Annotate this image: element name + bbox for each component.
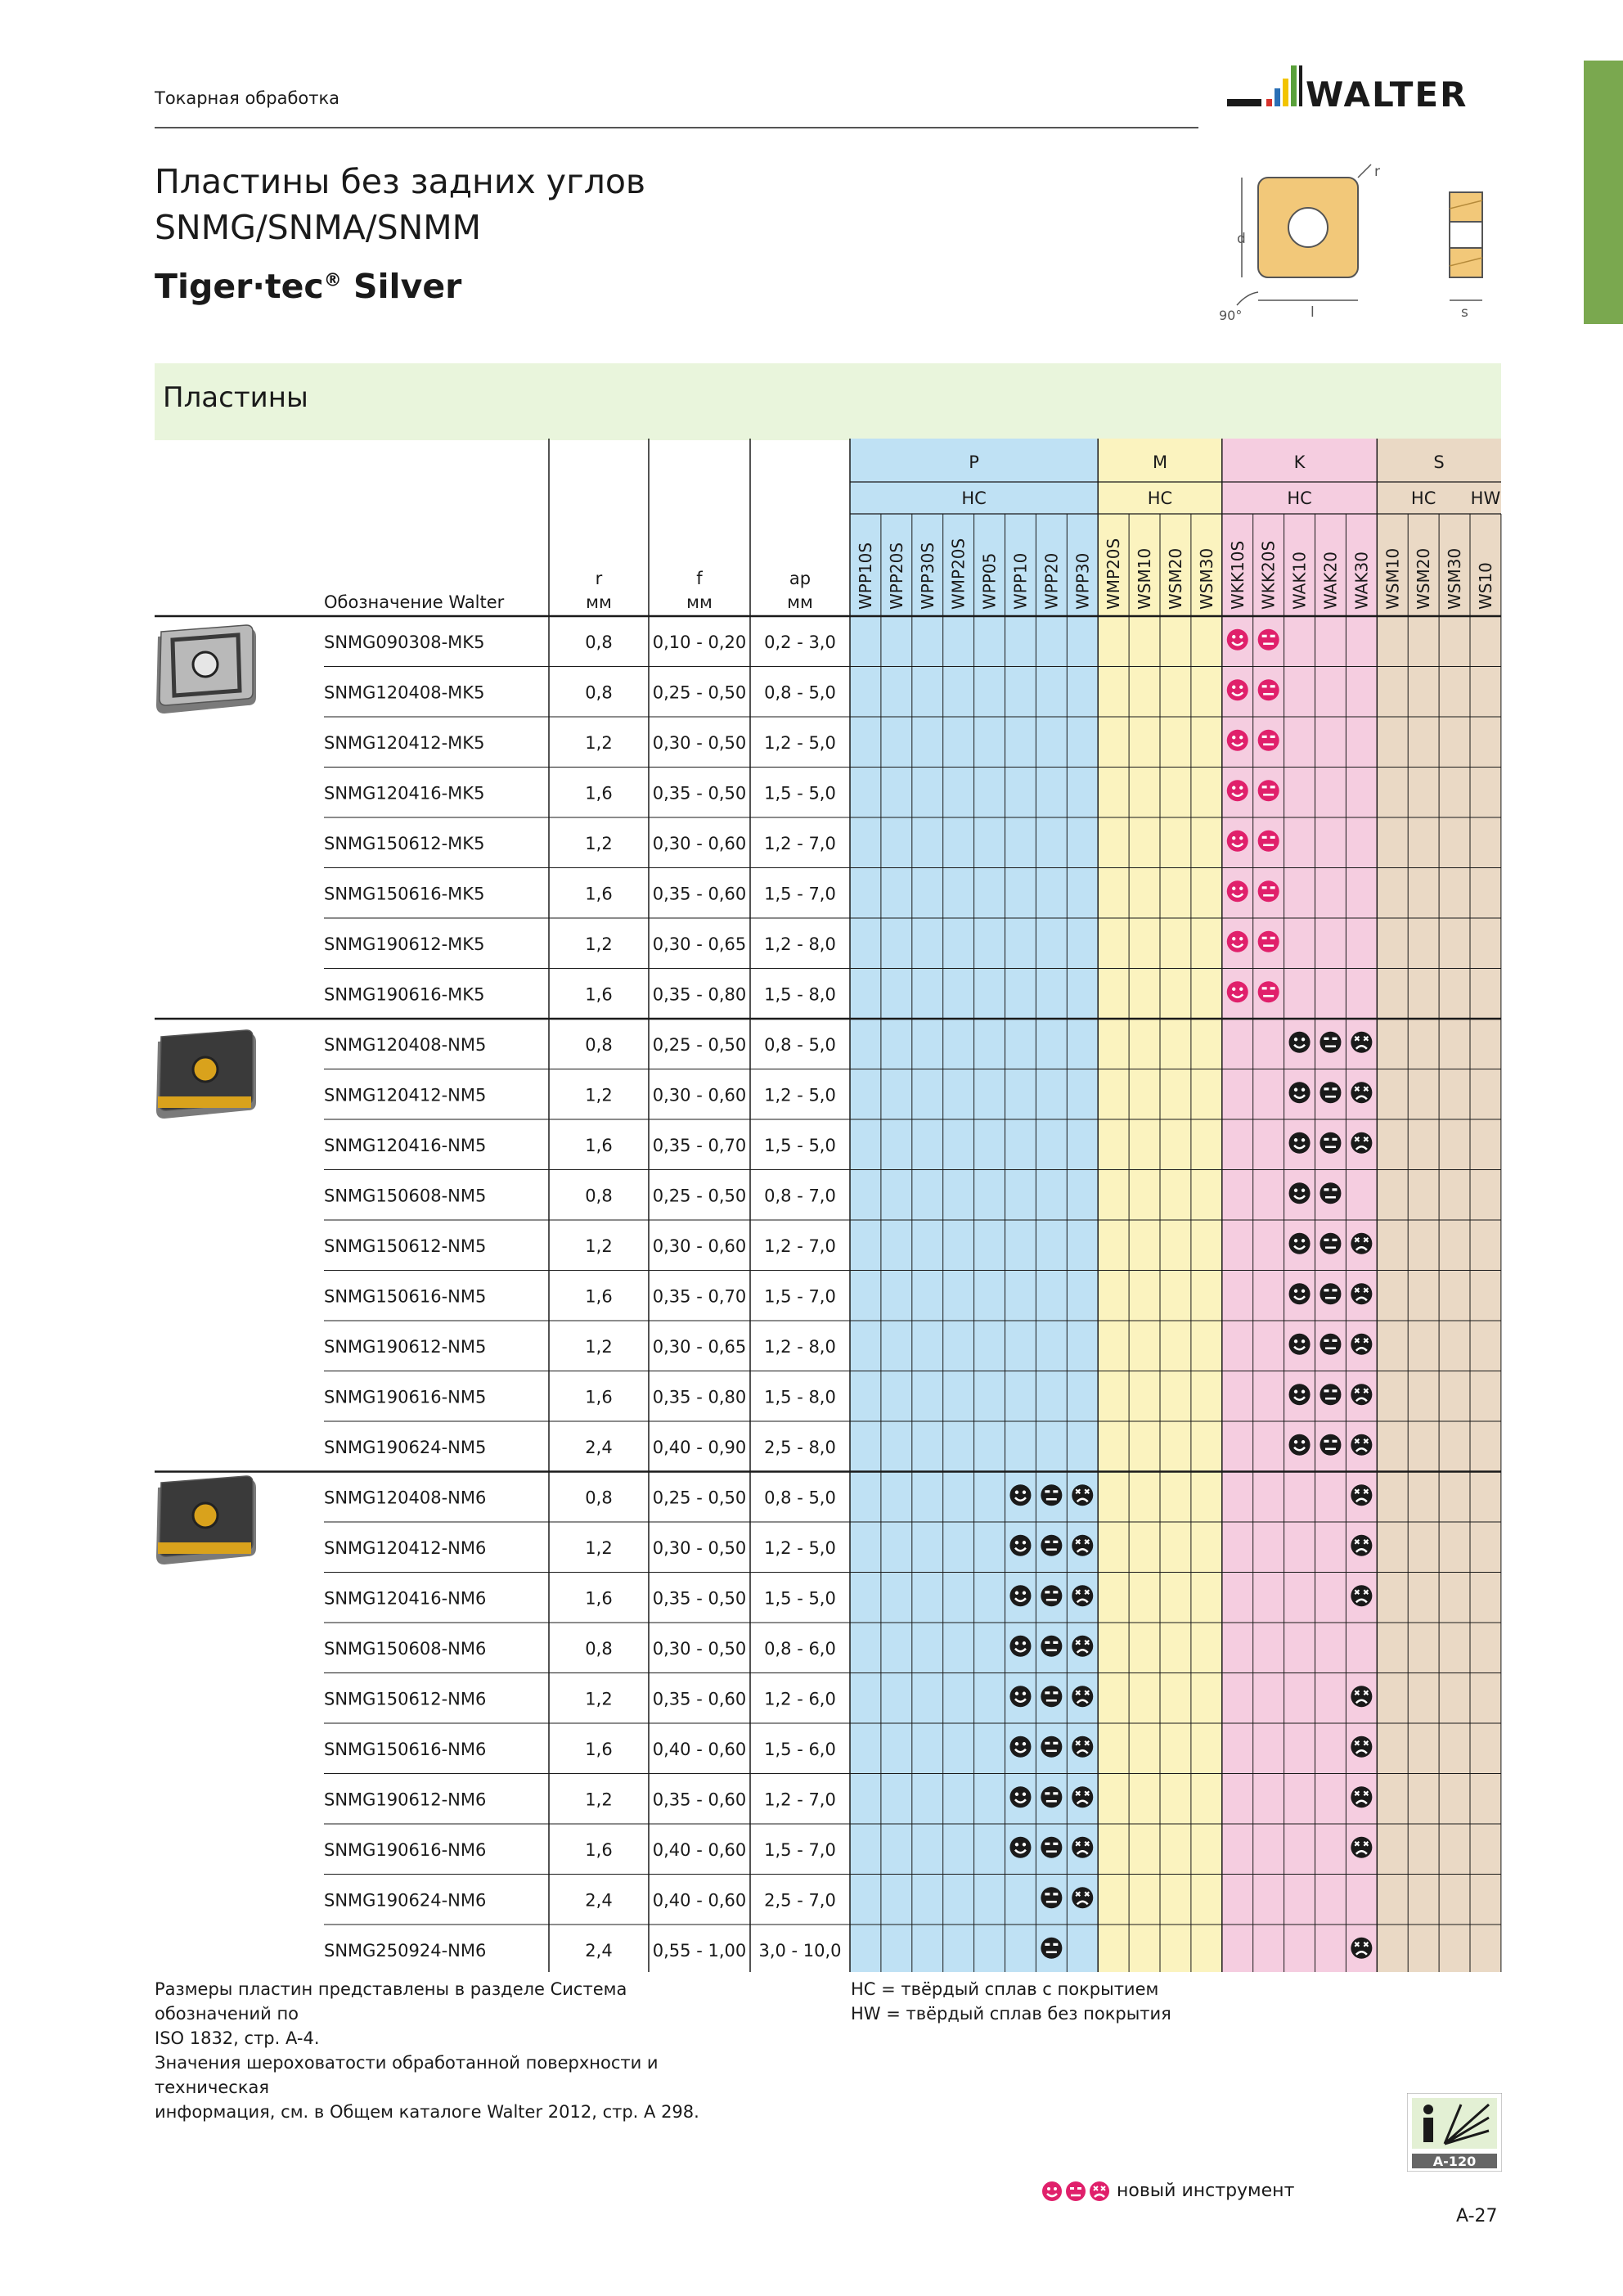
neutral-face-icon xyxy=(1320,1384,1341,1405)
f-cell: 0,35 - 0,70 xyxy=(652,1135,747,1155)
r-cell: 0,8 xyxy=(585,632,613,652)
f-cell: 0,30 - 0,50 xyxy=(652,1537,747,1558)
r-cell: 1,6 xyxy=(585,1739,613,1759)
ap-cell: 1,2 - 7,0 xyxy=(764,833,836,853)
section-label: Токарная обработка xyxy=(155,88,340,108)
sad-face-icon xyxy=(1072,1786,1093,1808)
happy-face-icon xyxy=(1289,1334,1311,1355)
material-group-label: M xyxy=(1152,452,1168,472)
sad-face-icon xyxy=(1351,1283,1372,1304)
neutral-face-icon xyxy=(1258,679,1279,700)
ap-cell: 0,8 - 6,0 xyxy=(764,1638,836,1659)
designation-cell: SNMG120412-MK5 xyxy=(324,732,485,753)
sad-face-icon xyxy=(1072,1887,1093,1908)
coating-label: HC xyxy=(1287,488,1312,508)
happy-face-icon xyxy=(1289,1182,1311,1204)
sad-face-icon xyxy=(1351,1837,1372,1858)
f-cell: 0,35 - 0,70 xyxy=(652,1286,747,1307)
grade-label: WS10 xyxy=(1475,562,1495,610)
r-cell: 1,2 xyxy=(585,732,613,753)
sad-face-icon xyxy=(1072,1585,1093,1606)
grade-label: WPP10S xyxy=(855,542,875,610)
f-cell: 0,40 - 0,60 xyxy=(652,1739,747,1759)
sad-face-icon xyxy=(1072,1736,1093,1758)
f-cell: 0,30 - 0,65 xyxy=(652,1336,747,1357)
material-group-label: K xyxy=(1293,452,1306,472)
designation-cell: SNMG190616-MK5 xyxy=(324,984,485,1005)
grade-label: WPP30 xyxy=(1072,552,1093,610)
f-cell: 0,25 - 0,50 xyxy=(652,1488,747,1508)
sad-face-icon xyxy=(1351,1786,1372,1808)
f-cell: 0,35 - 0,80 xyxy=(652,1387,747,1407)
happy-face-icon xyxy=(1227,629,1248,651)
f-cell: 0,30 - 0,60 xyxy=(652,1236,747,1256)
ap-cell: 2,5 - 8,0 xyxy=(764,1437,836,1457)
designation-cell: SNMG120416-NM6 xyxy=(324,1588,487,1609)
designation-cell: SNMG150612-MK5 xyxy=(324,833,485,853)
r-cell: 2,4 xyxy=(585,1437,613,1457)
happy-face-icon xyxy=(1227,679,1248,700)
footnote-right xyxy=(851,1977,1276,2026)
r-cell: 1,6 xyxy=(585,1135,613,1155)
ap-cell: 1,5 - 7,0 xyxy=(764,1839,836,1860)
f-cell: 0,25 - 0,50 xyxy=(652,682,747,703)
sad-face-icon xyxy=(1351,1132,1372,1154)
f-cell: 0,30 - 0,60 xyxy=(652,1085,747,1105)
neutral-face-icon xyxy=(1320,1182,1341,1204)
grade-label: WKK20S xyxy=(1258,540,1279,610)
happy-face-icon xyxy=(1289,1434,1311,1456)
ap-cell: 1,2 - 7,0 xyxy=(764,1236,836,1256)
neutral-face-icon xyxy=(1258,730,1279,751)
page-title: Пластины без задних углов xyxy=(155,162,646,201)
r-cell: 1,6 xyxy=(585,783,613,804)
designation-cell: SNMG150608-NM5 xyxy=(324,1186,487,1206)
dim-r: r xyxy=(1374,164,1380,180)
info-ref-label: A-120 xyxy=(1432,2154,1477,2169)
happy-face-icon xyxy=(1227,931,1248,952)
f-cell: 0,30 - 0,60 xyxy=(652,833,747,853)
sad-face-icon xyxy=(1351,1434,1372,1456)
footnote-line: Значения шероховатости обработанной поверхности и техническая xyxy=(155,2053,659,2097)
happy-face-icon xyxy=(1009,1535,1031,1556)
neutral-face-icon xyxy=(1258,629,1279,651)
happy-face-icon xyxy=(1289,1233,1311,1254)
designation-cell: SNMG120412-NM5 xyxy=(324,1085,487,1105)
f-cell: 0,25 - 0,50 xyxy=(652,1186,747,1206)
dim-s: s xyxy=(1461,304,1468,321)
ap-cell: 1,2 - 8,0 xyxy=(764,934,836,954)
ap-cell: 1,5 - 7,0 xyxy=(764,1286,836,1307)
happy-face-icon xyxy=(1009,1686,1031,1707)
ap-cell: 1,5 - 6,0 xyxy=(764,1739,836,1759)
ap-cell: 0,8 - 5,0 xyxy=(764,1034,836,1055)
ap-header: ap xyxy=(789,569,812,588)
designation-cell: SNMG150612-NM6 xyxy=(324,1689,487,1709)
new-tool-smileys-icon xyxy=(1041,2180,1111,2203)
grade-label: WPP20 xyxy=(1041,552,1062,610)
ap-cell: 0,2 - 3,0 xyxy=(764,632,836,652)
ap-cell: 0,8 - 7,0 xyxy=(764,1186,836,1206)
f-cell: 0,35 - 0,50 xyxy=(652,1588,747,1609)
neutral-face-icon xyxy=(1258,880,1279,902)
f-cell: 0,35 - 0,60 xyxy=(652,884,747,904)
designation-cell: SNMG150612-NM5 xyxy=(324,1236,487,1256)
designation-cell: SNMG190612-NM6 xyxy=(324,1790,487,1810)
ap-cell: 1,2 - 5,0 xyxy=(764,1085,836,1105)
grade-label: WMP20S xyxy=(1104,538,1124,610)
designation-cell: SNMG090308-MK5 xyxy=(324,632,485,652)
ap-unit: мм xyxy=(787,592,813,612)
designation-cell: SNMG190612-NM5 xyxy=(324,1336,487,1357)
happy-face-icon xyxy=(1227,730,1248,751)
sad-face-icon xyxy=(1072,1837,1093,1858)
neutral-face-icon xyxy=(1041,1786,1062,1808)
f-cell: 0,35 - 0,80 xyxy=(652,984,747,1005)
insert-edge xyxy=(158,1096,251,1108)
designation-cell: SNMG150608-NM6 xyxy=(324,1638,487,1659)
f-cell: 0,35 - 0,50 xyxy=(652,783,747,804)
neutral-face-icon xyxy=(1320,1082,1341,1103)
r-cell: 0,8 xyxy=(585,1638,613,1659)
designation-cell: SNMG120416-MK5 xyxy=(324,783,485,804)
f-header: f xyxy=(696,569,703,588)
r-cell: 1,2 xyxy=(585,934,613,954)
r-cell: 1,2 xyxy=(585,1537,613,1558)
r-cell: 1,2 xyxy=(585,1236,613,1256)
grade-label: WAK30 xyxy=(1351,551,1372,610)
page-subtitle: SNMG/SNMA/SNMM xyxy=(155,208,482,247)
ap-cell: 1,5 - 7,0 xyxy=(764,884,836,904)
neutral-face-icon xyxy=(1041,1636,1062,1657)
coating-label: HC xyxy=(961,488,987,508)
designation-cell: SNMG150616-MK5 xyxy=(324,884,485,904)
grade-label: WPP10 xyxy=(1010,552,1031,610)
footnote-left xyxy=(155,1977,744,2124)
happy-face-icon xyxy=(1227,981,1248,1002)
designation-cell: SNMG150616-NM5 xyxy=(324,1286,487,1307)
ap-cell: 2,5 - 7,0 xyxy=(764,1890,836,1911)
happy-face-icon xyxy=(1009,1786,1031,1808)
grade-label: WMP20S xyxy=(948,538,969,610)
designation-cell: SNMG120416-NM5 xyxy=(324,1135,487,1155)
f-unit: мм xyxy=(686,592,713,612)
ap-cell: 1,2 - 5,0 xyxy=(764,732,836,753)
happy-face-icon xyxy=(1227,831,1248,852)
sad-face-icon xyxy=(1351,1334,1372,1355)
designation-cell: SNMG190616-NM5 xyxy=(324,1387,487,1407)
r-header: r xyxy=(595,569,603,588)
f-cell: 0,35 - 0,60 xyxy=(652,1790,747,1810)
neutral-face-icon xyxy=(1320,1132,1341,1154)
ap-cell: 1,5 - 5,0 xyxy=(764,1135,836,1155)
grade-label: WPP30S xyxy=(917,542,937,610)
neutral-face-icon xyxy=(1320,1434,1341,1456)
neutral-face-icon xyxy=(1041,1585,1062,1606)
happy-face-icon xyxy=(1289,1283,1311,1304)
neutral-face-icon xyxy=(1041,1535,1062,1556)
grade-label: WSM20 xyxy=(1165,547,1185,610)
r-cell: 1,2 xyxy=(585,1790,613,1810)
neutral-face-icon xyxy=(1041,1887,1062,1908)
happy-face-icon xyxy=(1289,1132,1311,1154)
designation-cell: SNMG120408-NM5 xyxy=(324,1034,487,1055)
sad-face-icon xyxy=(1351,1233,1372,1254)
ap-cell: 1,2 - 6,0 xyxy=(764,1689,836,1709)
grade-label: WSM20 xyxy=(1414,547,1434,610)
ap-cell: 0,8 - 5,0 xyxy=(764,1488,836,1508)
f-cell: 0,40 - 0,90 xyxy=(652,1437,747,1457)
footnote-line: информация, см. в Общем каталоге Walter 2012, стр. A 298. xyxy=(155,2102,699,2122)
sad-face-icon xyxy=(1351,1484,1372,1506)
r-cell: 1,6 xyxy=(585,1286,613,1307)
grade-label: WSM30 xyxy=(1196,547,1216,610)
r-cell: 1,6 xyxy=(585,884,613,904)
neutral-face-icon xyxy=(1320,1032,1341,1053)
ap-cell: 1,2 - 5,0 xyxy=(764,1537,836,1558)
product-line-tail: Silver xyxy=(341,267,462,306)
sad-face-icon xyxy=(1072,1484,1093,1506)
r-cell: 2,4 xyxy=(585,1890,613,1911)
grade-label: WPP05 xyxy=(979,552,1000,610)
ap-cell: 1,5 - 8,0 xyxy=(764,984,836,1005)
dim-l: l xyxy=(1311,304,1315,321)
happy-face-icon xyxy=(1227,880,1248,902)
sad-face-icon xyxy=(1351,1082,1372,1103)
dim-angle: 90° xyxy=(1219,308,1243,323)
f-cell: 0,25 - 0,50 xyxy=(652,1034,747,1055)
ap-cell: 1,5 - 5,0 xyxy=(764,1588,836,1609)
r-cell: 2,4 xyxy=(585,1940,613,1961)
happy-face-icon xyxy=(1227,780,1248,801)
page-number: A-27 xyxy=(1456,2206,1498,2226)
ap-cell: 1,5 - 8,0 xyxy=(764,1387,836,1407)
neutral-face-icon xyxy=(1041,1938,1062,1959)
logo-text: WALTER xyxy=(1306,74,1468,115)
sad-face-icon xyxy=(1351,1384,1372,1405)
sad-face-icon xyxy=(1351,1736,1372,1758)
designation-cell: SNMG190624-NM5 xyxy=(324,1437,487,1457)
neutral-face-icon xyxy=(1041,1837,1062,1858)
designation-cell: SNMG190616-NM6 xyxy=(324,1839,487,1860)
happy-face-icon xyxy=(1009,1736,1031,1758)
f-cell: 0,40 - 0,60 xyxy=(652,1839,747,1860)
f-cell: 0,55 - 1,00 xyxy=(652,1940,747,1961)
f-cell: 0,30 - 0,50 xyxy=(652,732,747,753)
ap-cell: 0,8 - 5,0 xyxy=(764,682,836,703)
grade-label: WAK10 xyxy=(1289,551,1310,610)
neutral-face-icon xyxy=(1258,780,1279,801)
designation-cell: SNMG120408-MK5 xyxy=(324,682,485,703)
f-cell: 0,10 - 0,20 xyxy=(652,632,747,652)
legend xyxy=(1041,2180,1294,2203)
neutral-face-icon xyxy=(1258,931,1279,952)
grade-label: WAK20 xyxy=(1320,551,1341,610)
designation-cell: SNMG120408-NM6 xyxy=(324,1488,487,1508)
r-cell: 1,2 xyxy=(585,833,613,853)
r-cell: 1,6 xyxy=(585,1839,613,1860)
material-group-label: P xyxy=(969,452,979,472)
neutral-face-icon xyxy=(1041,1484,1062,1506)
r-cell: 1,2 xyxy=(585,1689,613,1709)
sad-face-icon xyxy=(1072,1636,1093,1657)
neutral-face-icon xyxy=(1320,1283,1341,1304)
sad-face-icon xyxy=(1351,1686,1372,1707)
r-unit: мм xyxy=(586,592,612,612)
grade-label: WSM10 xyxy=(1135,547,1155,610)
neutral-face-icon xyxy=(1041,1736,1062,1758)
f-cell: 0,40 - 0,60 xyxy=(652,1890,747,1911)
material-group-label: S xyxy=(1433,452,1445,472)
legend-hc: HC = твёрдый сплав с покрытием xyxy=(851,1979,1159,1999)
designation-header: Обозначение Walter xyxy=(324,592,505,612)
ap-cell: 1,2 - 8,0 xyxy=(764,1336,836,1357)
neutral-face-icon xyxy=(1320,1334,1341,1355)
happy-face-icon xyxy=(1009,1585,1031,1606)
grade-label: WSM30 xyxy=(1445,547,1465,610)
registered-mark: ® xyxy=(323,270,342,291)
neutral-face-icon xyxy=(1258,981,1279,1002)
r-cell: 1,6 xyxy=(585,984,613,1005)
product-line-name: Tiger·tec xyxy=(155,267,324,306)
r-cell: 1,2 xyxy=(585,1085,613,1105)
designation-cell: SNMG190624-NM6 xyxy=(324,1890,487,1911)
happy-face-icon xyxy=(1009,1636,1031,1657)
f-cell: 0,30 - 0,65 xyxy=(652,934,747,954)
neutral-face-icon xyxy=(1258,831,1279,852)
happy-face-icon xyxy=(1289,1082,1311,1103)
r-cell: 0,8 xyxy=(585,682,613,703)
coating-label: HC xyxy=(1410,488,1436,508)
ap-cell: 1,2 - 7,0 xyxy=(764,1790,836,1810)
f-cell: 0,30 - 0,50 xyxy=(652,1638,747,1659)
coating-label: HC xyxy=(1147,488,1173,508)
legend-hw: HW = твёрдый сплав без покрытия xyxy=(851,2004,1171,2024)
sad-face-icon xyxy=(1072,1535,1093,1556)
r-cell: 1,2 xyxy=(585,1336,613,1357)
ap-cell: 3,0 - 10,0 xyxy=(758,1940,842,1961)
designation-cell: SNMG190612-MK5 xyxy=(324,934,485,954)
grade-label: WPP20S xyxy=(886,542,906,610)
r-cell: 1,6 xyxy=(585,1588,613,1609)
footnote-line: ISO 1832, стр. A-4. xyxy=(155,2028,320,2048)
r-cell: 1,6 xyxy=(585,1387,613,1407)
happy-face-icon xyxy=(1289,1384,1311,1405)
ap-cell: 1,5 - 5,0 xyxy=(764,783,836,804)
r-cell: 0,8 xyxy=(585,1488,613,1508)
neutral-face-icon xyxy=(1041,1686,1062,1707)
sad-face-icon xyxy=(1351,1938,1372,1959)
insert-photo-mk5 xyxy=(156,625,256,714)
info-reference-icon[interactable] xyxy=(1407,2093,1502,2172)
sad-face-icon xyxy=(1351,1032,1372,1053)
f-cell: 0,35 - 0,60 xyxy=(652,1689,747,1709)
sad-face-icon xyxy=(1351,1535,1372,1556)
happy-face-icon xyxy=(1289,1032,1311,1053)
happy-face-icon xyxy=(1009,1837,1031,1858)
neutral-face-icon xyxy=(1320,1233,1341,1254)
coating-label-hw: HW xyxy=(1470,488,1501,508)
sad-face-icon xyxy=(1072,1686,1093,1707)
legend-text: новый инструмент xyxy=(1117,2181,1295,2201)
designation-cell: SNMG250924-NM6 xyxy=(324,1940,487,1961)
section-band-title: Пластины xyxy=(163,381,308,414)
grade-label: WSM10 xyxy=(1382,547,1403,610)
insert-edge xyxy=(158,1542,251,1554)
grade-label: WKK10S xyxy=(1227,540,1248,610)
footnote-line: Размеры пластин представлены в разделе Система обозначений по xyxy=(155,1979,627,2024)
dim-d: d xyxy=(1237,231,1246,247)
r-cell: 0,8 xyxy=(585,1034,613,1055)
r-cell: 0,8 xyxy=(585,1186,613,1206)
designation-cell: SNMG150616-NM6 xyxy=(324,1739,487,1759)
sad-face-icon xyxy=(1351,1585,1372,1606)
designation-cell: SNMG120412-NM6 xyxy=(324,1537,487,1558)
happy-face-icon xyxy=(1009,1484,1031,1506)
